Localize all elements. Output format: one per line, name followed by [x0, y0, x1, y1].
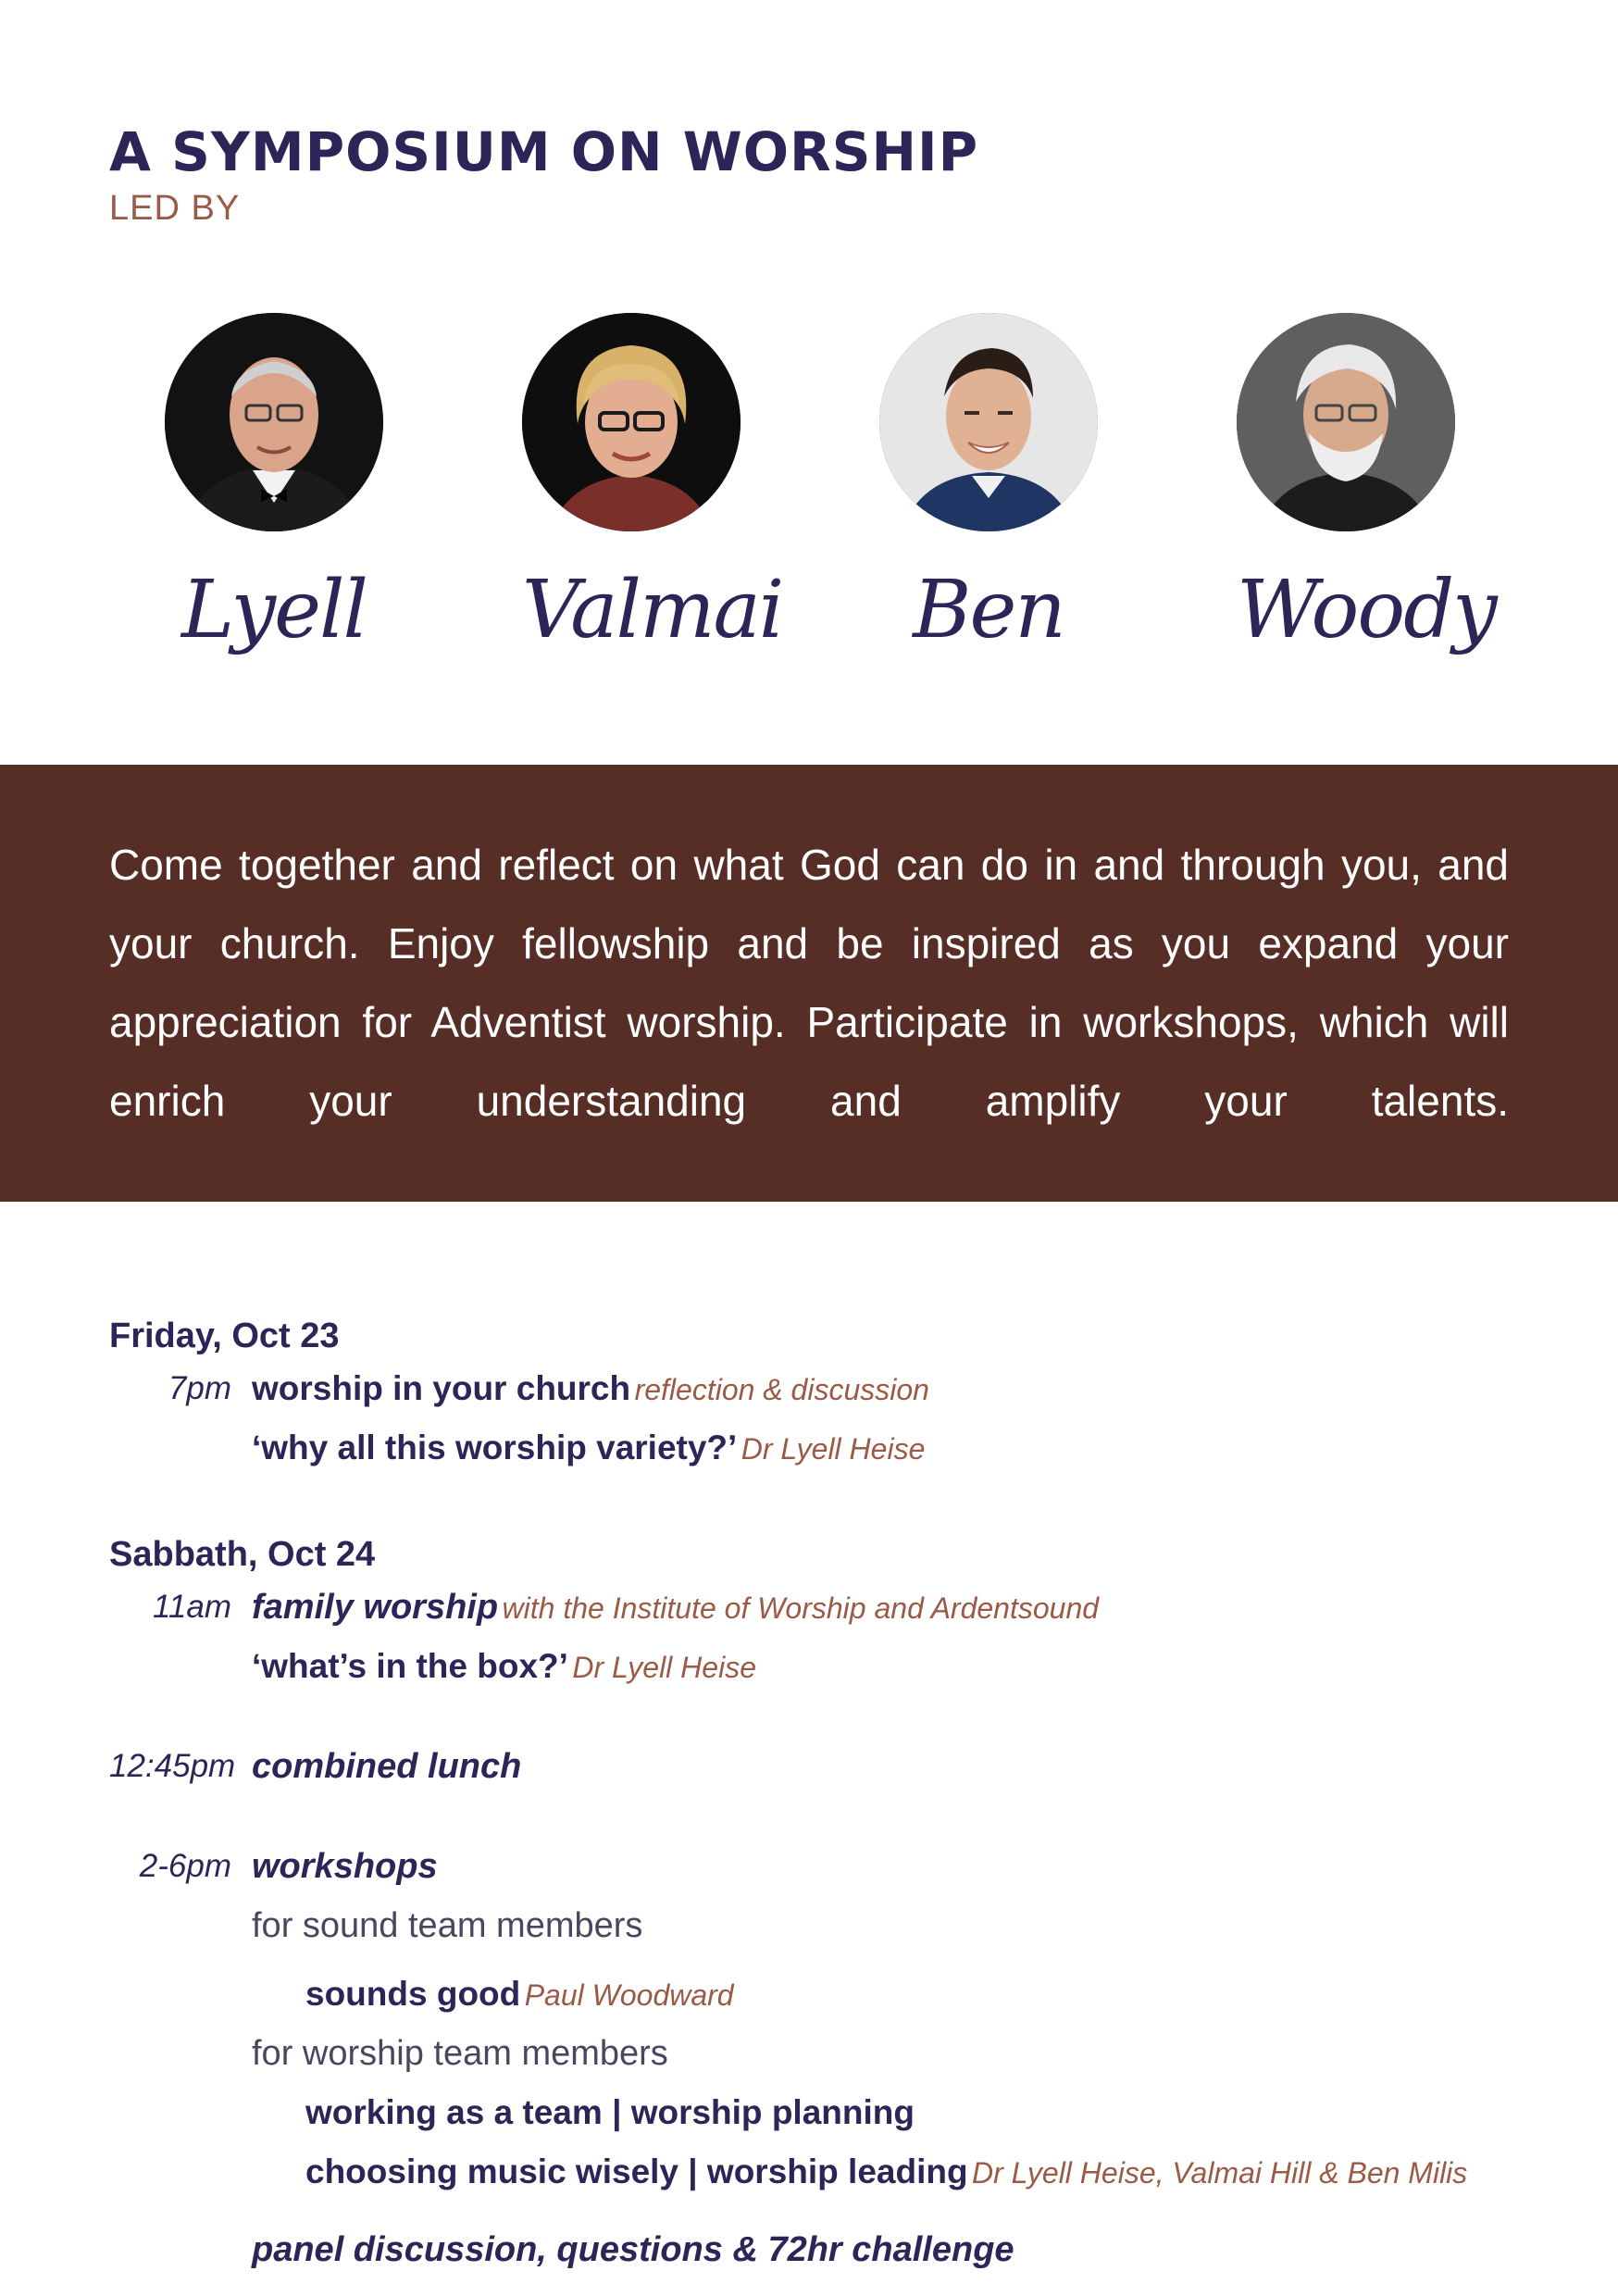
event-title: combined lunch [252, 1747, 522, 1786]
workshop-item [109, 2087, 1553, 2146]
schedule-row [109, 2224, 1553, 2283]
workshop-speaker: Dr Lyell Heise, Valmai Hill & Ben Milis [972, 2156, 1468, 2190]
intro-text: Come together and reflect on what God can do in and through you, and your church. Enjoy fellowship and be inspired as you expand your appreciation for Adventist worship. Participate in workshops, which will enrich your understanding and amplify your talents. [109, 841, 1509, 1125]
workshop-group [109, 2028, 1553, 2087]
header [109, 119, 978, 230]
day-heading-friday: Friday, Oct 23 [109, 1316, 340, 1355]
leader-photo [165, 313, 383, 531]
schedule-row [109, 1363, 1553, 1422]
leader-woody [1237, 313, 1496, 661]
event-time: 7pm [168, 1370, 231, 1406]
leader-signature: Ben [913, 564, 1064, 656]
event-note: reflection & discussion [634, 1373, 929, 1406]
talk-title: ‘why all this worship variety?’ [252, 1429, 738, 1466]
schedule-row [109, 1422, 1553, 1481]
event-time: 12:45pm [109, 1748, 236, 1784]
schedule-row [109, 1741, 1553, 1800]
event-title: workshops [252, 1847, 438, 1886]
event-title: family worship [252, 1588, 499, 1627]
leader-signature: Lyell [180, 564, 367, 656]
event-time: 11am [153, 1589, 231, 1625]
talk-speaker: Dr Lyell Heise [572, 1651, 756, 1684]
schedule-row [109, 1841, 1553, 1900]
workshop-title: choosing music wisely | worship leading [305, 2152, 968, 2190]
workshop-item [109, 1968, 1553, 2028]
leader-signature: Valmai [522, 564, 783, 656]
page-title: A SYMPOSIUM ON WORSHIP [109, 120, 979, 183]
leader-ben [879, 313, 1098, 661]
leader-valmai [522, 313, 783, 661]
workshop-group-label: for worship team members [252, 2034, 668, 2073]
schedule-row [109, 1581, 1553, 1641]
page-subtitle: LED BY [109, 189, 241, 228]
day-heading-sabbath: Sabbath, Oct 24 [109, 1535, 376, 1574]
leader-photo [522, 313, 741, 531]
workshop-speaker: Paul Woodward [524, 1978, 734, 2012]
event-time: 2-6pm [139, 1848, 231, 1884]
workshop-title: working as a team | worship planning [305, 2093, 915, 2131]
workshop-title: sounds good [305, 1975, 521, 2013]
talk-speaker: Dr Lyell Heise [741, 1432, 926, 1466]
schedule-row [109, 1641, 1553, 1700]
workshop-group [109, 1900, 1553, 1959]
event-note: with the Institute of Worship and Ardentsound [502, 1591, 1100, 1625]
leader-photo [1237, 313, 1455, 531]
workshop-item [109, 2146, 1553, 2205]
leader-photo [879, 313, 1098, 531]
leader-lyell [165, 313, 383, 661]
workshop-group-label: for sound team members [252, 1906, 643, 1945]
leader-signature: Woody [1237, 564, 1496, 656]
talk-title: ‘what’s in the box?’ [252, 1647, 568, 1685]
schedule [109, 1309, 1553, 2283]
closing-event: panel discussion, questions & 72hr challenge [252, 2230, 1014, 2269]
event-title: worship in your church [252, 1369, 631, 1407]
